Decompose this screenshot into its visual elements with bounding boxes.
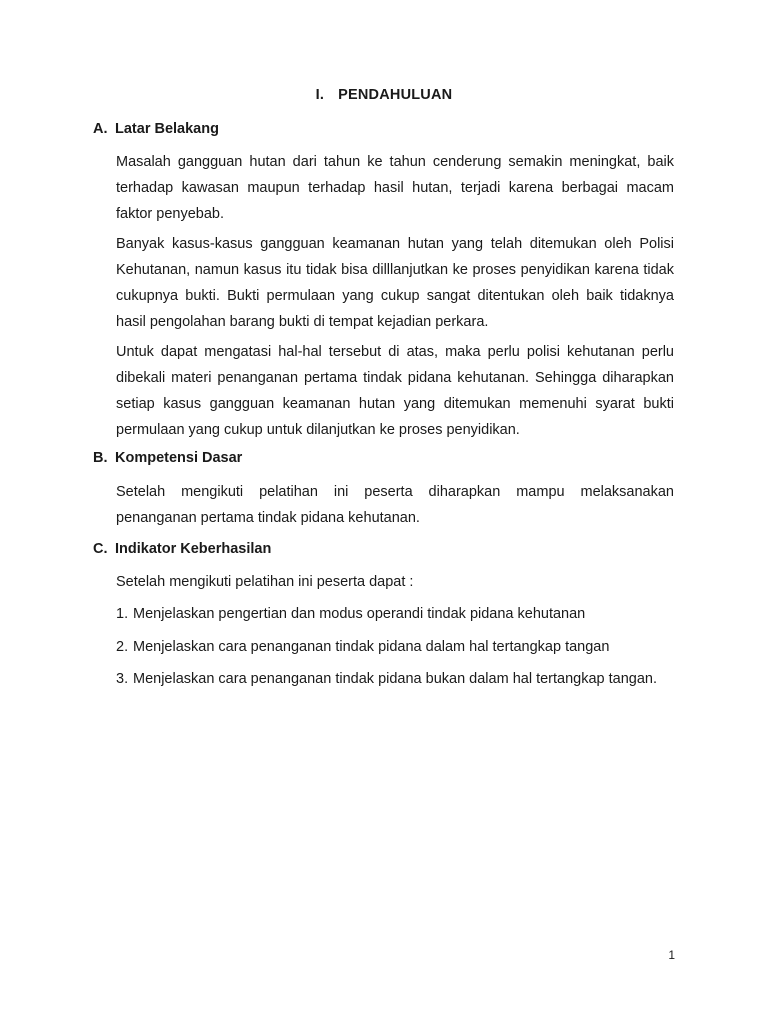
section-letter: C. <box>93 541 108 557</box>
list-item <box>116 634 674 660</box>
chapter-title-text: PENDAHULUAN <box>338 87 453 103</box>
section-heading-kompetensi-dasar <box>93 450 242 466</box>
chapter-number: I. <box>315 87 325 103</box>
section-letter: A. <box>93 121 108 137</box>
list-intro: Setelah mengikuti pelatihan ini peserta dapat : <box>116 574 414 590</box>
list-marker: 1. <box>116 606 129 622</box>
section-letter: B. <box>93 450 108 466</box>
page-number: 1 <box>668 948 675 962</box>
paragraph: Setelah mengikuti pelatihan ini peserta diharapkan mampu melaksanakan penanganan pertama tindak pidana kehutanan. <box>116 484 674 526</box>
section-heading-indikator-keberhasilan <box>93 541 271 557</box>
list-item-text: Menjelaskan pengertian dan modus operandi tindak pidana kehutanan <box>133 606 586 622</box>
paragraph: Banyak kasus-kasus gangguan keamanan hutan yang telah ditemukan oleh Polisi Kehutanan, namun kasus itu tidak bisa dilllanjutkan ke proses penyidikan karena tidak cukupnya bukti. Bukti permulaan yang cukup sangat ditentukan oleh baik tidaknya hasil pengolahan barang bukti di tempat kejadian perkara. <box>116 236 674 330</box>
paragraph: Masalah gangguan hutan dari tahun ke tahun cenderung semakin meningkat, baik terhadap kawasan maupun terhadap hasil hutan, terjadi karena berbagai macam faktor penyebab. <box>116 154 674 222</box>
section-heading-latar-belakang <box>93 121 219 137</box>
section-heading-text: Latar Belakang <box>115 121 219 137</box>
list-item <box>116 666 674 692</box>
paragraph: Untuk dapat mengatasi hal-hal tersebut di atas, maka perlu polisi kehutanan perlu dibekali materi penanganan pertama tindak pidana kehutanan. Sehingga diharapkan setiap kasus gangguan keamanan hutan yang ditemukan memenuhi syarat bukti permulaan yang cukup untuk dilanjutkan ke proses penyidikan. <box>116 344 674 438</box>
chapter-title <box>0 87 768 103</box>
section-heading-text: Kompetensi Dasar <box>115 450 243 466</box>
list-item-text: Menjelaskan cara penanganan tindak pidana bukan dalam hal tertangkap tangan. <box>133 671 657 687</box>
list-item <box>116 601 674 627</box>
list-item-text: Menjelaskan cara penanganan tindak pidana dalam hal tertangkap tangan <box>133 639 610 655</box>
section-heading-text: Indikator Keberhasilan <box>115 541 272 557</box>
list-marker: 2. <box>116 639 129 655</box>
list-marker: 3. <box>116 671 129 687</box>
